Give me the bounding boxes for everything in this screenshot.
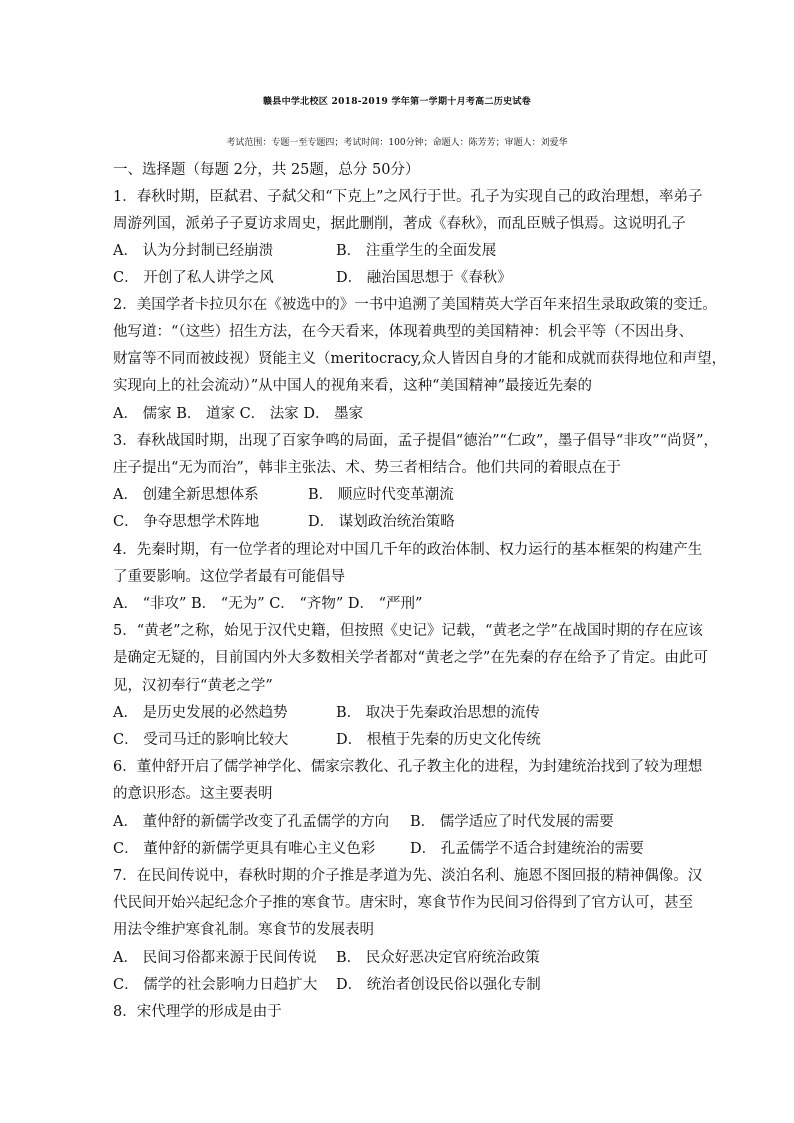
q3-option-a: A． 创建全新思想体系 — [113, 487, 259, 503]
q5-option-b: B． 取决于先秦政治思想的流传 — [336, 705, 540, 721]
q5-option-d: D． 根植于先秦的历史文化传统 — [336, 732, 541, 748]
question-3-line-2: 庄子提出“无为而治”，韩非主张法、术、势三者相结合。他们共同的着眼点在于 — [113, 460, 621, 476]
question-2-line-3: 财富等不同而被歧视）贤能主义（meritocracy,众人皆因自身的才能和成就而获得地位和声望， — [113, 351, 727, 367]
question-7-line-2: 代民间开始兴起纪念介子推的寒食节。唐宋时，寒食节作为民间习俗得到了官方认可，甚至 — [113, 895, 693, 911]
question-2-line-1: 2．美国学者卡拉贝尔在《被选中的》一书中追溯了美国精英大学百年来招生录取政策的变迁。 — [113, 297, 717, 313]
question-5-line-3: 见，汉初奉行“黄老之学” — [113, 678, 273, 694]
q4-options: A． “非攻” B． “无为” C． “齐物” D． “严刑” — [113, 596, 423, 612]
q6-option-a: A． 董仲舒的新儒学改变了孔孟儒学的方向 — [113, 814, 390, 830]
q5-option-c: C． 受司马迁的影响比较大 — [113, 732, 289, 748]
q3-option-b: B． 顺应时代变革潮流 — [308, 487, 454, 503]
question-1-line-2: 周游列国，派弟子子夏访求周史，据此删削，著成《春秋》，而乱臣贼子惧焉。这说明孔子 — [113, 216, 686, 232]
q6-option-b: B． 儒学适应了时代发展的需要 — [410, 814, 614, 830]
q7-option-b: B． 民众好恶决定官府统治政策 — [336, 950, 540, 966]
exam-title: 赣县中学北校区 2018-2019 学年第一学期十月考高二历史试卷 — [262, 97, 531, 107]
q3-option-d: D． 谋划政治统治策略 — [308, 514, 455, 530]
question-4-line-1: 4．先秦时期，有一位学者的理论对中国几千年的政治体制、权力运行的基本框架的构建产生 — [113, 542, 703, 558]
section-heading: 一、选择题（每题 2分，共 25题，总分 50分） — [113, 162, 420, 178]
question-5-line-1: 5．“黄老”之称，始见于汉代史籍，但按照《史记》记载，“黄老之学”在战国时期的存在应该 — [113, 623, 703, 639]
question-6-line-1: 6．董仲舒开启了儒学神学化、儒家宗教化、孔子教主化的进程，为封建统治找到了较为理想 — [113, 759, 703, 775]
q7-option-d: D． 统治者创设民俗以强化专制 — [336, 977, 541, 993]
question-7-line-3: 用法令维护寒食礼制。寒食节的发展表明 — [113, 922, 374, 938]
q1-option-c: C． 开创了私人讲学之风 — [113, 270, 274, 286]
question-2-line-4: 实现向上的社会流动）”从中国人的视角来看，这种“美国精神”最接近先秦的 — [113, 378, 592, 394]
q1-option-a: A． 认为分封制已经崩溃 — [113, 243, 274, 259]
question-6-line-2: 的意识形态。这主要表明 — [113, 786, 273, 802]
q3-option-c: C． 争夺思想学术阵地 — [113, 514, 260, 530]
q1-option-b: B． 注重学生的全面发展 — [336, 243, 497, 259]
question-5-line-2: 是确定无疑的，目前国内外大多数相关学者都对“黄老之学”在先秦的存在给予了肯定。由此可 — [113, 650, 708, 666]
question-7-line-1: 7．在民间传说中，春秋时期的介子推是孝道为先、淡泊名利、施恩不图回报的精神偶像。汉 — [113, 868, 703, 884]
question-4-line-2: 了重要影响。这位学者最有可能倡导 — [113, 569, 345, 585]
q7-option-a: A． 民间习俗都来源于民间传说 — [113, 950, 317, 966]
q6-option-d: D． 孔孟儒学不适合封建统治的需要 — [410, 841, 644, 857]
q1-option-d: D． 融治国思想于《春秋》 — [336, 270, 512, 286]
question-1-line-1: 1．春秋时期，臣弑君、子弑父和“下克上”之风行于世。孔子为实现自己的政治理想，率弟子 — [113, 189, 703, 205]
q6-option-c: C． 董仲舒的新儒学更具有唯心主义色彩 — [113, 841, 376, 857]
exam-info: 考试范围：专题一至专题四；考试时间：100分钟；命题人：陈芳芳；审题人：刘爱华 — [226, 138, 568, 148]
q7-option-c: C． 儒学的社会影响力日趋扩大 — [113, 977, 318, 993]
q5-option-a: A． 是历史发展的必然趋势 — [113, 705, 288, 721]
question-2-line-2: 他写道：“（这些）招生方法，在今天看来，体现着典型的美国精神：机会平等（不因出身、 — [113, 324, 694, 340]
question-3-line-1: 3．春秋战国时期，出现了百家争鸣的局面，孟子提倡“德治”“仁政”，墨子倡导“非攻”“尚贤”， — [113, 433, 719, 449]
q2-options: A． 儒家 B． 道家 C． 法家 D． 墨家 — [113, 406, 364, 422]
question-8-line-1: 8．宋代理学的形成是由于 — [113, 1004, 282, 1020]
